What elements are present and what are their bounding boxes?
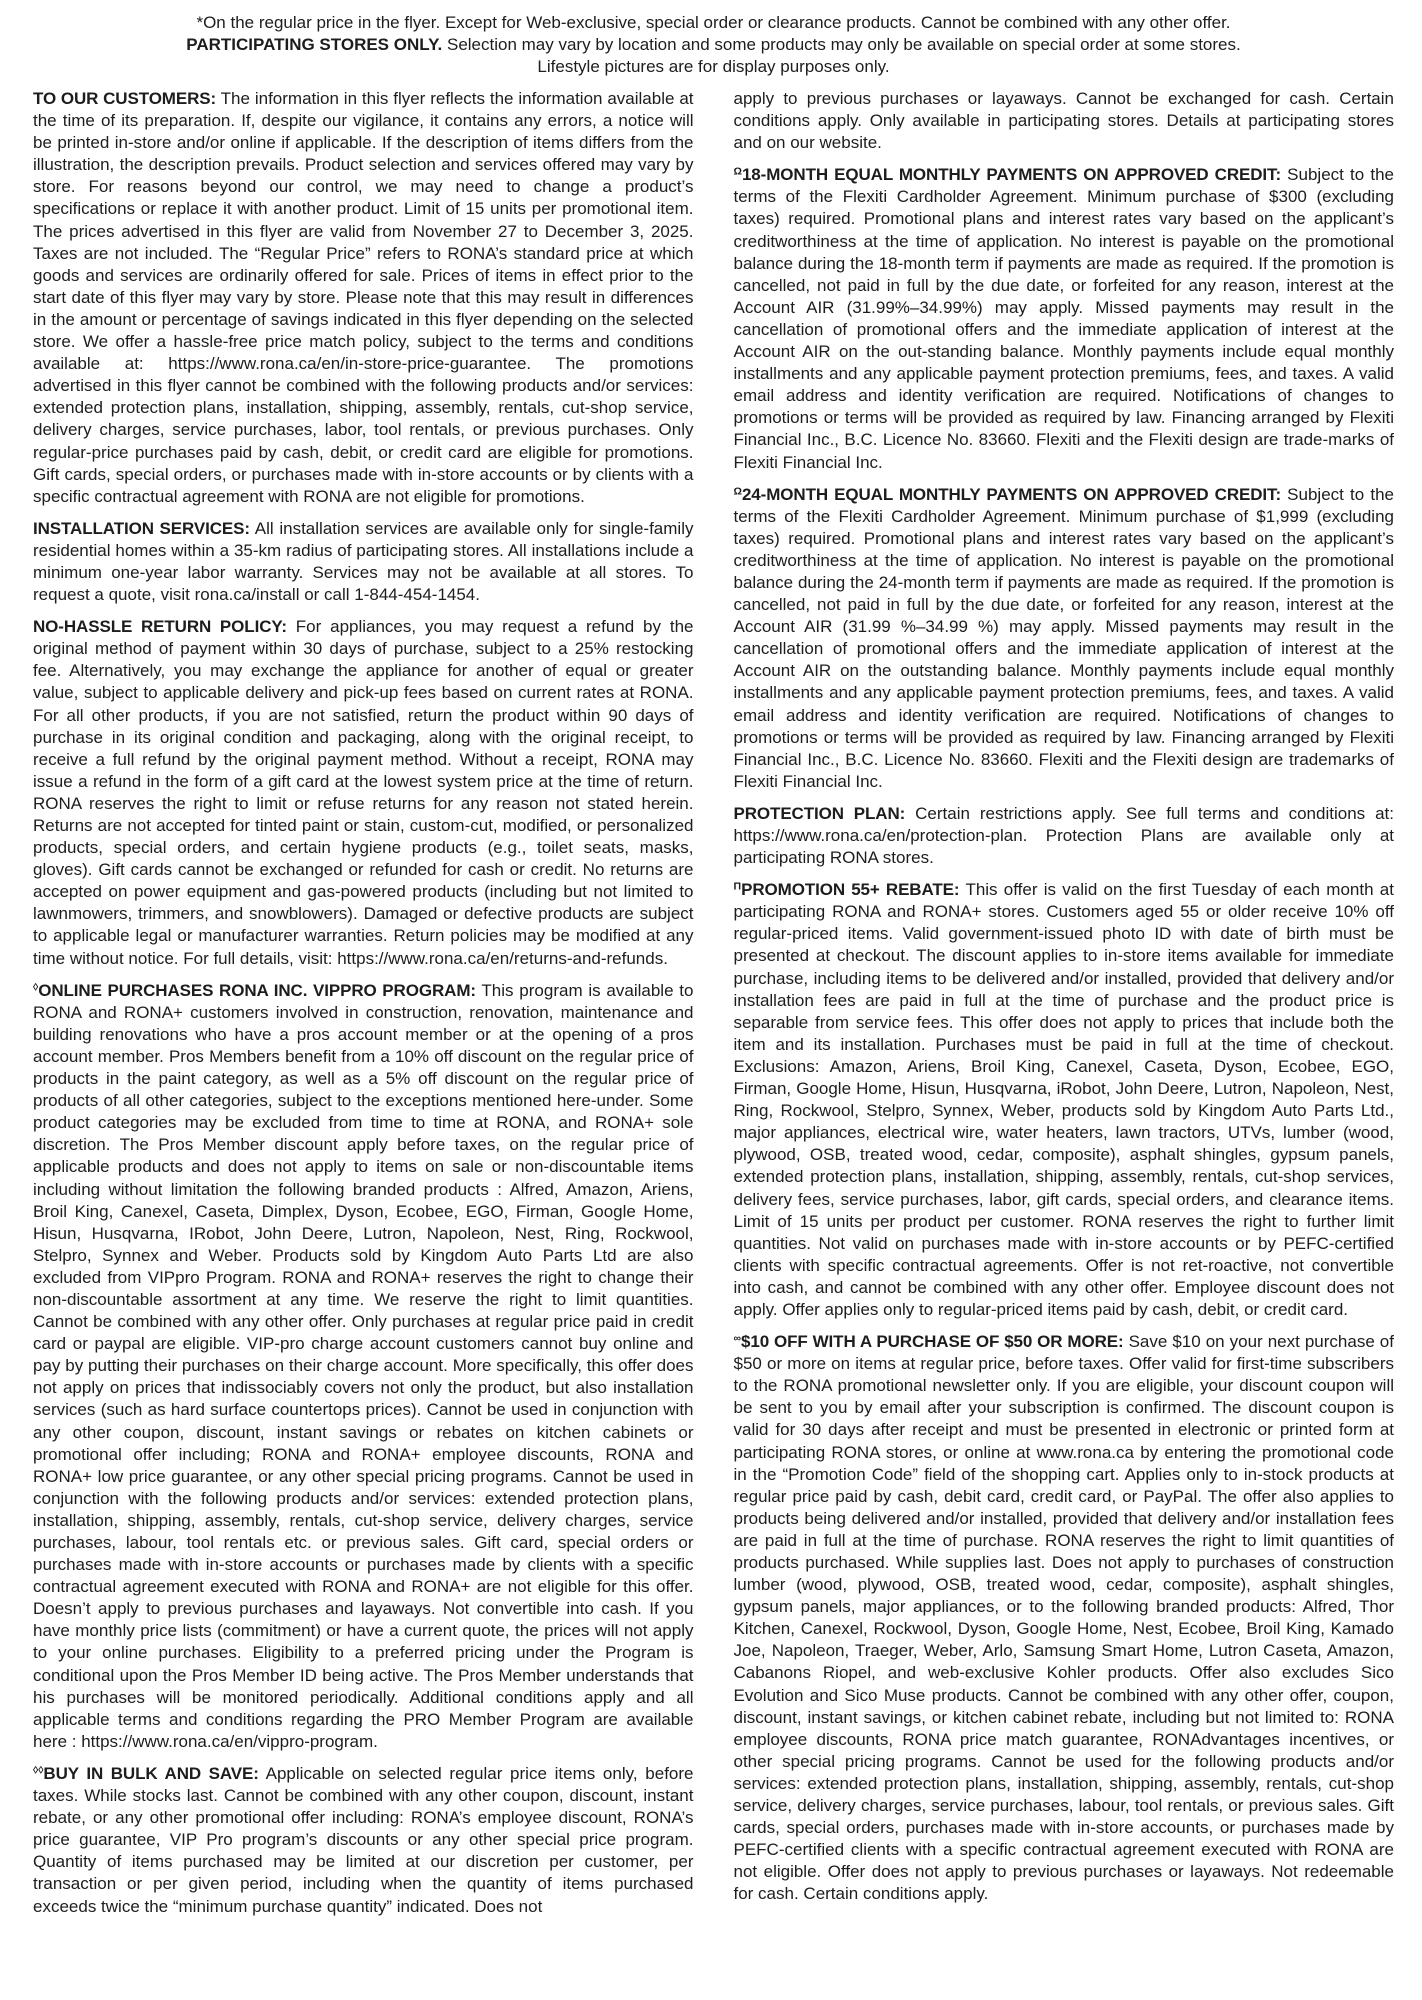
header-note-regular-price: *On the regular price in the flyer. Except for Web-exclusive, special order or clearance products. Cannot be combined with any other offer. — [196, 13, 1231, 32]
paragraph-online-purchases-vippro — [33, 980, 694, 1753]
terms-right-column — [734, 88, 1395, 1928]
paragraph-body: Applicable on selected regular price items only, before taxes. While stocks last. Cannot be combined with any other coupon, discount, instant rebate, or any other promotional offer including: RONA’s employee discount, RONA’s price guarantee, VIP Pro program’s discounts or any other special price program. Quantity of items purchased may be limited at our discretion per customer, per transaction or per given period, including when the quantity of items purchased exceeds twice the “minimum purchase quantity” indicated. Does not — [33, 1763, 694, 1916]
footnote-symbol-omega: Ω — [733, 166, 742, 179]
flyer-header-notes — [33, 12, 1394, 78]
paragraph-heading: $10 OFF WITH A PURCHASE OF $50 OR MORE: — [741, 1332, 1124, 1352]
terms-left-column — [33, 88, 694, 1928]
paragraph-to-our-customers — [33, 88, 694, 508]
header-note-participating-stores-bold: PARTICIPATING STORES ONLY. — [186, 35, 443, 54]
paragraph-body: This program is available to RONA and RONA+ customers involved in construction, renovation, maintenance and building renovations who have a pros account member or at the opening of a pros account member. Pros Members benefit from a 10% off discount on the regular price of products in the paint category, as well as a 5% off discount on the regular price of products of all other categories, subject to the exceptions mentioned here-under. Some product categories may be excluded from time to time at RONA, and RONA+ sole discretion. The Pros Member discount apply before taxes, on the regular price of applicable products and does not apply to items on sale or non-discountable items including without limitation the following branded products : Alfred, Amazon, Ariens, Broil King, Canexel, Caseta, Dimplex, Dyson, Ecobee, EGO, Firman, Google Home, Hisun, Husqvarna, IRobot, John Deere, Lutron, Napoleon, Nest, Ring, Rockwool, Stelpro, Synnex and Weber. Products sold by Kingdom Auto Parts Ltd are also excluded from VIPpro Program. RONA and RONA+ reserves the right to change their non-discountable assortment at any time. We reserve the right to limit quantities. Cannot be combined with any other offer. Only purchases at regular price paid in credit card or paypal are eligible. VIP-pro charge account customers cannot buy online and pay by putting their purchases on their charge account. More specifically, this offer does not apply on prices that indissociably covers not only the product, but also installation services (such as hard surface countertops prices). Cannot be used in conjunction with any other coupon, discount, instant savings or rebates on kitchen cabinets or promotional offer including; RONA and RONA+ employee discounts, RONA and RONA+ low price guarantee, or any other special pricing programs. Cannot be used in conjunction with the following products and/or services: extended protection plans, installation, shipping, assembly, rentals, cut-shop service, delivery charges, service purchases, labour, tool rentals etc. or previous sales. Gift card, special orders or purchases made with in-store accounts or purchases made by clients with a specific contractual agreement executed with RONA and RONA+ are not eligible for this offer. Doesn’t apply to previous purchases and layaways. Not convertible into cash. If you have monthly price lists (commitment) or have a current quote, the prices will not apply to your online purchases. Eligibility to a preferred pricing under the Program is conditional upon the Pros Member ID being active. The Pros Member understands that his purchases will be monitored periodically. Additional conditions apply and all applicable terms and conditions regarding the PRO Member Program are available here : https://www.rona.ca/en/vippro-program. — [33, 980, 694, 1751]
paragraph-heading: INSTALLATION SERVICES: — [33, 518, 250, 538]
paragraph-buy-in-bulk-and-save — [33, 1763, 694, 1918]
header-note-participating-stores-rest: Selection may vary by location and some products may only be available on special order at some stores. — [446, 35, 1241, 54]
paragraph-heading: PROMOTION 55+ REBATE: — [741, 880, 960, 900]
footnote-symbol-infinity: ∞ — [733, 1332, 742, 1345]
paragraph-buy-in-bulk-continuation — [734, 88, 1395, 154]
paragraph-body: apply to previous purchases or layaways. Cannot be exchanged for cash. Certain conditions apply. Only available in participating stores. Details at participating stores and on our website. — [733, 89, 1394, 153]
footnote-symbol-double-diamond: ◊◊ — [33, 1764, 44, 1777]
footnote-symbol-pi: Π — [733, 880, 742, 893]
header-note-lifestyle-pictures: Lifestyle pictures are for display purposes only. — [537, 57, 890, 76]
paragraph-protection-plan — [734, 803, 1395, 869]
paragraph-heading: TO OUR CUSTOMERS: — [33, 89, 217, 108]
paragraph-body: The information in this flyer reflects the information available at the time of its preparation. If, despite our vigilance, it contains any errors, a notice will be printed in-store and/or online if applicable. If the description of items differs from the illustration, the description prevails. Product selection and services offered may vary by store. For reasons beyond our control, we may need to change a product’s specifications or replace it with another product. Limit of 15 units per promotional item. The prices advertised in this flyer are valid from November 27 to December 3, 2025. Taxes are not included. The “Regular Price” refers to RONA’s standard price at which goods and services are ordinarily offered for sale. Prices of items in effect prior to the start date of this flyer may vary by store. Please note that this may result in differences in the amount or percentage of savings indicated in this flyer depending on the selected store. We offer a hassle-free price match policy, subject to the terms and conditions available at: https://www.rona.ca/en/in-store-price-guarantee. The promotions advertised in this flyer cannot be combined with the following products and/or services: extended protection plans, installation, shipping, assembly, rentals, cut-shop service, delivery charges, service purchases, labor, tool rentals, or previous purchases. Only regular-price purchases paid by cash, debit, or credit card are eligible for promotions. Gift cards, special orders, or purchases made with in-store accounts or by clients with a specific contractual agreement with RONA are not eligible for promotions. — [33, 89, 694, 506]
header-note-participating-stores — [33, 34, 1394, 56]
paragraph-installation-services — [33, 518, 694, 606]
paragraph-promotion-55-rebate — [734, 879, 1395, 1321]
paragraph-body: Subject to the terms of the Flexiti Cardholder Agreement. Minimum purchase of $1,999 (excluding taxes) required. Promotional plans and interest rates vary based on the applicant’s creditworthiness at the time of application. No interest is payable on the promotional balance during the 24-month term if payments are made as required. If the promotion is cancelled, not paid in full by the due date, or forfeited for any reason, interest at the Account AIR (31.99 %–34.99 %) may apply. Missed payments may result in the cancellation of promotional offers and the immediate application of interest at the Account AIR on the outstanding balance. Monthly payments include equal monthly installments and any applicable payment protection premiums, fees, and taxes. A valid email address and identity verification are required. Notifications of changes to promotions or terms will be provided as required by law. Financing arranged by Flexiti Financial Inc., B.C. Licence No. 83660. Flexiti and the Flexiti design are trademarks of Flexiti Financial Inc. — [733, 484, 1394, 791]
paragraph-heading: BUY IN BULK AND SAVE: — [43, 1763, 259, 1783]
paragraph-heading: NO-HASSLE RETURN POLICY: — [33, 617, 287, 637]
paragraph-heading: PROTECTION PLAN: — [733, 803, 906, 823]
paragraph-24-month-payments — [734, 484, 1395, 793]
paragraph-body: For appliances, you may request a refund by the original method of payment within 30 days of purchase, subject to a 25% restocking fee. Alternatively, you may exchange the appliance for another of equal or greater value, subject to applicable delivery and pick-up fees based on current rates at RONA. For all other products, if you are not satisfied, return the product within 90 days of purchase in its original condition and packaging, along with the original receipt, to receive a full refund by the original payment method. Without a receipt, RONA may issue a refund in the form of a gift card at the lowest system price at the time of return. RONA reserves the right to limit or refuse returns for any reason not stated herein. Returns are not accepted for tinted paint or stain, custom-cut, modified, or personalized products, special orders, and certain hygiene products (e.g., toilet seats, masks, gloves). Gift cards cannot be exchanged or refunded for cash or credit. No returns are accepted on power equipment and gas-powered products (including but not limited to lawnmowers, trimmers, and snowblowers). Damaged or defective products are subject to applicable legal or manufacturer warranties. Return policies may be modified at any time without notice. For full details, visit: https://www.rona.ca/en/returns-and-refunds. — [33, 617, 694, 968]
paragraph-heading: 24-MONTH EQUAL MONTHLY PAYMENTS ON APPROVED CREDIT: — [741, 484, 1282, 504]
paragraph-heading: ONLINE PURCHASES RONA INC. VIPPRO PROGRAM: — [38, 980, 476, 1000]
paragraph-no-hassle-return-policy — [33, 616, 694, 970]
paragraph-body: Save $10 on your next purchase of $50 or more on items at regular price, before taxes. Offer valid for first-time subscribers to the RONA promotional newsletter only. If you are eligible, your discount coupon will be sent to you by email after your subscription is confirmed. The discount coupon is valid for 30 days after receipt and must be presented in electronic or printed form at participating RONA stores, or online at www.rona.ca by entering the promotional code in the “Promotion Code” field of the shopping cart. Applies only to in-stock products at regular price paid by cash, debit card, credit card, or PayPal. The offer also applies to products being delivered and/or installed, provided that delivery and/or installation fees are paid in full at the time of purchase. RONA reserves the right to limit quantities of products purchased. While supplies last. Does not apply to purchases of construction lumber (wood, plywood, OSB, treated wood, cedar, composite), asphalt shingles, gypsum panels, major appliances, or to the following branded products: Alfred, Thor Kitchen, Canexel, Rockwool, Dyson, Google Home, Nest, Ecobee, Broil King, Kamado Joe, Napoleon, Traeger, Weber, Arlo, Samsung Smart Home, Lutron Caseta, Amazon, Cabanons Riopel, and web-exclusive Kohler products. Offer also excludes Sico Evolution and Sico Muse products. Cannot be combined with any other offer, coupon, discount, instant savings, or kitchen cabinet rebate, including but not limited to: RONA employee discounts, RONA price match guarantee, RONAdvantages incentives, or other special pricing programs. Cannot be used for the following products and/or services: extended protection plans, installation, shipping, assembly, rentals, cut-shop service, delivery charges, service purchases, labour, tool rentals, or previous sales. Gift cards, special orders, purchases made with in-store accounts, or purchases made by PEFC-certified clients with a specific contractual agreement executed with RONA are not eligible. Offer does not apply to previous purchases or layaways. Not redeemable for cash. Certain conditions apply. — [733, 1332, 1394, 1904]
paragraph-body: All installation services are available only for single-family residential homes within a 35-km radius of participating stores. All installations include a minimum one-year labor warranty. Services may not be available at all stores. To request a quote, visit rona.ca/install or call 1-844-454-1454. — [33, 518, 694, 605]
paragraph-10-off-50-purchase — [734, 1331, 1395, 1905]
footnote-symbol-diamond: ◊ — [33, 981, 39, 994]
footnote-symbol-omega: Ω — [733, 485, 742, 498]
paragraph-heading: 18-MONTH EQUAL MONTHLY PAYMENTS ON APPROVED CREDIT: — [741, 165, 1282, 185]
paragraph-body: Certain restrictions apply. See full terms and conditions at: https://www.rona.ca/en/protection-plan. Protection Plans are available only at participating RONA stores. — [733, 803, 1394, 868]
terms-columns — [33, 88, 1394, 1928]
paragraph-body: Subject to the terms of the Flexiti Cardholder Agreement. Minimum purchase of $300 (excluding taxes) required. Promotional plans and interest rates vary based on the applicant’s creditworthiness at the time of application. No interest is payable on the promotional balance during the 18-month term if payments are made as required. If the promotion is cancelled, not paid in full by the due date, or forfeited for any reason, interest at the Account AIR (31.99%–34.99%) may apply. Missed payments may result in the cancellation of promotional offers and the immediate application of interest at the Account AIR on the out-standing balance. Monthly payments include equal monthly installments and any applicable payment protection premiums, fees, and taxes. A valid email address and identity verification are required. Notifications of changes to promotions or terms will be provided as required by law. Financing arranged by Flexiti Financial Inc., B.C. Licence No. 83660. Flexiti and the Flexiti design are trade-marks of Flexiti Financial Inc. — [733, 165, 1394, 472]
paragraph-18-month-payments — [734, 164, 1395, 473]
paragraph-body: This offer is valid on the first Tuesday of each month at participating RONA and RONA+ stores. Customers aged 55 or older receive 10% off regular-priced items. Valid government-issued photo ID with date of birth must be presented at checkout. The discount applies to in-store items available for immediate purchase, including items to be delivered and/or installed, provided that delivery and/or installation fees are paid in full at the time of purchase and the product price is separable from service fees. This offer does not apply to prices that include both the item and its installation. Purchases must be paid in full at the time of checkout. Exclusions: Amazon, Ariens, Broil King, Canexel, Caseta, Dyson, Ecobee, EGO, Firman, Google Home, Hisun, Husqvarna, iRobot, John Deere, Lutron, Napoleon, Nest, Ring, Rockwool, Stelpro, Synnex, Weber, products sold by Kingdom Auto Parts Ltd., major appliances, electrical wire, water heaters, lawn tractors, UTVs, lumber (wood, plywood, OSB, treated wood, cedar, composite), asphalt shingles, gypsum panels, extended protection plans, installation, shipping, assembly, rentals, cut-shop services, delivery fees, service purchases, labor, gift cards, special orders, and clearance items. Limit of 15 units per product per customer. RONA reserves the right to further limit quantities. Not valid on purchases made with in-store accounts or by PEFC-certified clients with specific contractual agreements. Offer is not ret-roactive, not convertible into cash, and cannot be combined with any other offer. Employee discount does not apply. Offer applies only to regular-priced items paid by cash, debit, or credit card. — [733, 880, 1394, 1319]
